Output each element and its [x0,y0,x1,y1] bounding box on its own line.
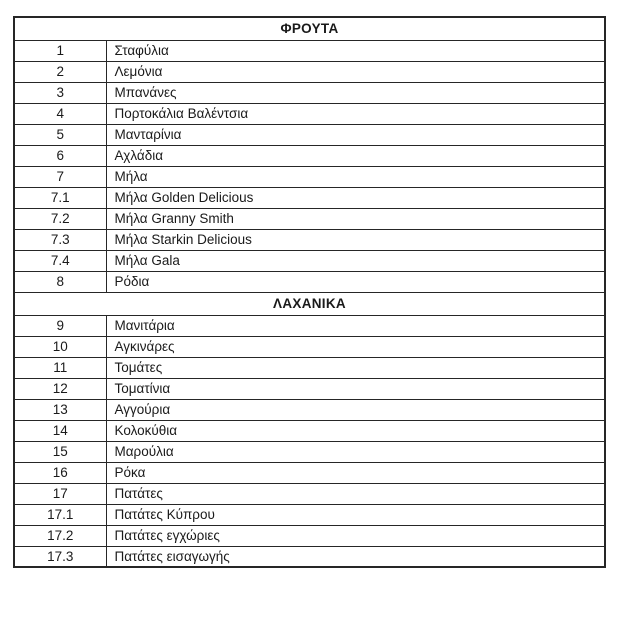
item-name: Πατάτες [106,483,605,504]
item-number: 7.4 [14,250,106,271]
section-header: ΛΑΧΑΝΙΚΑ [14,292,605,315]
table-row [14,187,605,208]
table-row [14,399,605,420]
table-row [14,82,605,103]
item-number: 17.1 [14,504,106,525]
table-row [14,336,605,357]
item-number: 17.3 [14,546,106,567]
item-number: 12 [14,378,106,399]
item-name: Αχλάδια [106,145,605,166]
table-row [14,546,605,567]
item-number: 7 [14,166,106,187]
item-name: Κολοκύθια [106,420,605,441]
table-row [14,124,605,145]
table-row [14,208,605,229]
item-number: 10 [14,336,106,357]
item-number: 11 [14,357,106,378]
item-number: 17 [14,483,106,504]
table-row [14,504,605,525]
table-row [14,420,605,441]
table-row [14,378,605,399]
item-name: Μαρούλια [106,441,605,462]
item-number: 14 [14,420,106,441]
table-row [14,315,605,336]
item-number: 8 [14,271,106,292]
item-name: Πατάτες Κύπρου [106,504,605,525]
produce-table [13,16,606,568]
item-name: Μήλα [106,166,605,187]
item-number: 3 [14,82,106,103]
item-number: 4 [14,103,106,124]
item-name: Πατάτες εγχώριες [106,525,605,546]
produce-table-body [14,17,605,567]
section-header: ΦΡΟΥΤΑ [14,17,605,40]
item-number: 13 [14,399,106,420]
item-name: Αγγούρια [106,399,605,420]
item-name: Αγκινάρες [106,336,605,357]
item-name: Λεμόνια [106,61,605,82]
table-row [14,357,605,378]
item-number: 16 [14,462,106,483]
table-row [14,271,605,292]
table-row [14,483,605,504]
section-header-row [14,17,605,40]
item-number: 17.2 [14,525,106,546]
item-name: Σταφύλια [106,40,605,61]
table-row [14,166,605,187]
item-name: Ρόδια [106,271,605,292]
table-row [14,462,605,483]
item-number: 2 [14,61,106,82]
item-name: Μήλα Gala [106,250,605,271]
table-row [14,145,605,166]
table-row [14,40,605,61]
item-number: 1 [14,40,106,61]
item-name: Πορτοκάλια Βαλέντσια [106,103,605,124]
section-header-row [14,292,605,315]
table-row [14,229,605,250]
table-row [14,525,605,546]
item-name: Πατάτες εισαγωγής [106,546,605,567]
item-name: Μανταρίνια [106,124,605,145]
item-number: 9 [14,315,106,336]
item-number: 6 [14,145,106,166]
table-row [14,103,605,124]
item-name: Μήλα Golden Delicious [106,187,605,208]
table-row [14,441,605,462]
table-row [14,61,605,82]
item-number: 7.1 [14,187,106,208]
item-name: Ρόκα [106,462,605,483]
item-number: 15 [14,441,106,462]
item-name: Τοματίνια [106,378,605,399]
item-name: Μήλα Granny Smith [106,208,605,229]
item-name: Μπανάνες [106,82,605,103]
item-number: 7.3 [14,229,106,250]
table-row [14,250,605,271]
item-name: Μήλα Starkin Delicious [106,229,605,250]
item-name: Μανιτάρια [106,315,605,336]
item-name: Τομάτες [106,357,605,378]
item-number: 5 [14,124,106,145]
item-number: 7.2 [14,208,106,229]
